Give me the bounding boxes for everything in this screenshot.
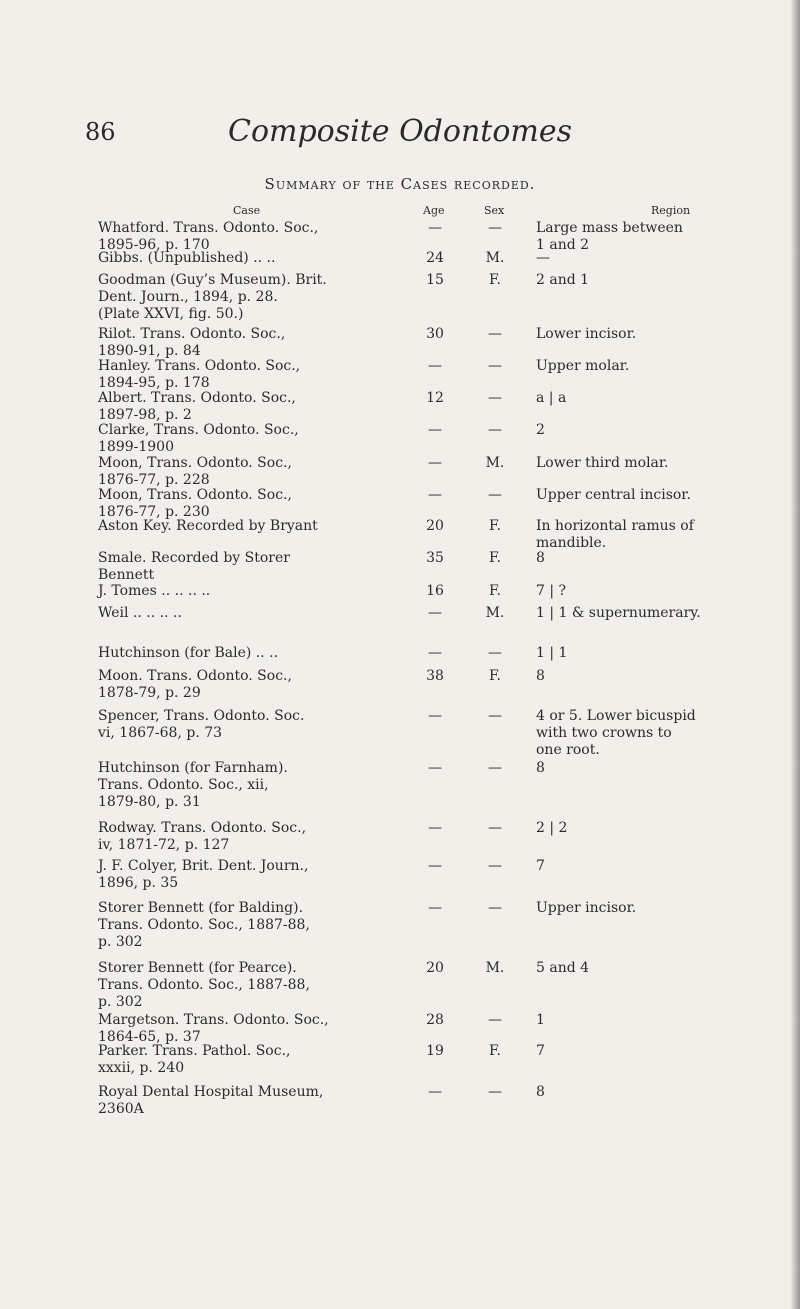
region-cell bbox=[536, 1012, 766, 1029]
region-cell bbox=[536, 820, 766, 837]
case-cell-line: 2360A bbox=[98, 1101, 144, 1117]
age-cell: — bbox=[428, 645, 442, 661]
case-cell-line: 1876-77, p. 230 bbox=[98, 504, 210, 520]
case-cell bbox=[98, 550, 408, 584]
case-cell-line: Clarke, Trans. Odonto. Soc., bbox=[98, 422, 299, 438]
sex-cell: — bbox=[488, 820, 502, 836]
case-cell-line: Storer Bennett (for Balding). bbox=[98, 900, 304, 916]
sex-cell: — bbox=[488, 390, 502, 406]
region-cell-line: one root. bbox=[536, 742, 600, 758]
age-cell: 12 bbox=[426, 390, 444, 406]
region-cell-line: 8 bbox=[536, 760, 545, 776]
age-cell: — bbox=[428, 858, 442, 874]
sex-cell: M. bbox=[485, 250, 505, 266]
region-cell bbox=[536, 708, 766, 759]
age-cell: 19 bbox=[426, 1043, 444, 1059]
sex-cell: — bbox=[488, 487, 502, 503]
region-cell bbox=[536, 326, 766, 343]
case-cell bbox=[98, 583, 408, 600]
sex-cell: F. bbox=[489, 272, 501, 288]
region-cell bbox=[536, 272, 766, 289]
case-cell-line: Smale. Recorded by Storer bbox=[98, 550, 290, 566]
case-cell bbox=[98, 487, 408, 521]
sex-cell: M. bbox=[485, 960, 505, 976]
region-cell-line: with two crowns to bbox=[536, 725, 672, 741]
age-cell: 35 bbox=[426, 550, 444, 566]
case-cell bbox=[98, 645, 408, 662]
region-cell-line: Upper incisor. bbox=[536, 900, 637, 916]
column-header-case: Case bbox=[233, 204, 261, 217]
case-cell bbox=[98, 1084, 408, 1118]
case-cell-line: iv, 1871-72, p. 127 bbox=[98, 837, 230, 853]
age-cell: — bbox=[428, 900, 442, 916]
sex-cell: F. bbox=[489, 550, 501, 566]
case-cell-line: Moon. Trans. Odonto. Soc., bbox=[98, 668, 292, 684]
column-header-age: Age bbox=[423, 204, 445, 217]
sex-cell: F. bbox=[489, 518, 501, 534]
sex-cell: — bbox=[488, 1012, 502, 1028]
region-cell-line: 8 bbox=[536, 550, 545, 566]
case-cell bbox=[98, 422, 408, 456]
age-cell: 28 bbox=[426, 1012, 444, 1028]
sex-cell: — bbox=[488, 326, 502, 342]
region-cell-line: 1 | 1 & supernumerary. bbox=[536, 605, 701, 621]
case-cell bbox=[98, 358, 408, 392]
age-cell: — bbox=[428, 487, 442, 503]
age-cell: — bbox=[428, 358, 442, 374]
case-cell-line: Whatford. Trans. Odonto. Soc., bbox=[98, 220, 319, 236]
region-cell-line: 2 | 2 bbox=[536, 820, 568, 836]
age-cell: 20 bbox=[426, 518, 444, 534]
case-cell-line: 1890-91, p. 84 bbox=[98, 343, 201, 359]
case-cell bbox=[98, 518, 408, 535]
region-cell bbox=[536, 250, 766, 267]
case-cell-line: vi, 1867-68, p. 73 bbox=[98, 725, 223, 741]
case-cell bbox=[98, 272, 408, 323]
region-cell-line: 7 bbox=[536, 1043, 545, 1059]
case-cell-line: p. 302 bbox=[98, 934, 143, 950]
case-cell-line: (Plate XXVI, fig. 50.) bbox=[98, 306, 244, 322]
sex-cell: M. bbox=[485, 605, 505, 621]
case-cell-line: Margetson. Trans. Odonto. Soc., bbox=[98, 1012, 329, 1028]
case-cell bbox=[98, 760, 408, 811]
region-cell-line: 2 bbox=[536, 422, 545, 438]
region-cell bbox=[536, 487, 766, 504]
sex-cell: — bbox=[488, 645, 502, 661]
column-header-sex: Sex bbox=[484, 204, 505, 217]
age-cell: — bbox=[428, 760, 442, 776]
sex-cell: — bbox=[488, 760, 502, 776]
case-cell-line: Hanley. Trans. Odonto. Soc., bbox=[98, 358, 301, 374]
age-cell: — bbox=[428, 820, 442, 836]
region-cell bbox=[536, 900, 766, 917]
region-cell-line: 7 | ? bbox=[536, 583, 567, 599]
case-cell bbox=[98, 1012, 408, 1046]
region-cell-line: 1 bbox=[536, 1012, 545, 1028]
region-cell-line: mandible. bbox=[536, 535, 607, 551]
sex-cell: — bbox=[488, 708, 502, 724]
region-cell bbox=[536, 518, 766, 552]
age-cell: 20 bbox=[426, 960, 444, 976]
region-cell-line: a | a bbox=[536, 390, 567, 406]
region-cell-line: — bbox=[536, 250, 550, 266]
region-cell bbox=[536, 858, 766, 875]
region-cell-line: 8 bbox=[536, 668, 545, 684]
case-cell bbox=[98, 858, 408, 892]
region-cell bbox=[536, 583, 766, 600]
region-cell-line: 8 bbox=[536, 1084, 545, 1100]
region-cell bbox=[536, 422, 766, 439]
region-cell-line: 4 or 5. Lower bicuspid bbox=[536, 708, 696, 724]
region-cell-line: In horizontal ramus of bbox=[536, 518, 694, 534]
case-cell bbox=[98, 668, 408, 702]
case-cell-line: Trans. Odonto. Soc., 1887-88, bbox=[98, 917, 310, 933]
region-cell bbox=[536, 220, 766, 254]
case-cell-line: p. 302 bbox=[98, 994, 143, 1010]
case-cell-line: Rodway. Trans. Odonto. Soc., bbox=[98, 820, 307, 836]
case-cell-line: Trans. Odonto. Soc., 1887-88, bbox=[98, 977, 310, 993]
page-number: 86 bbox=[85, 118, 116, 146]
age-cell: 30 bbox=[426, 326, 444, 342]
region-cell bbox=[536, 550, 766, 567]
region-cell-line: 5 and 4 bbox=[536, 960, 590, 976]
age-cell: — bbox=[428, 1084, 442, 1100]
age-cell: 15 bbox=[426, 272, 444, 288]
case-cell-line: Bennett bbox=[98, 567, 155, 583]
region-cell-line: Lower incisor. bbox=[536, 326, 637, 342]
page-edge-shadow bbox=[790, 0, 800, 1309]
sex-cell: F. bbox=[489, 668, 501, 684]
age-cell: — bbox=[428, 220, 442, 236]
region-cell-line: Large mass between bbox=[536, 220, 683, 236]
region-cell-line: 1 | 1 bbox=[536, 645, 568, 661]
case-cell bbox=[98, 326, 408, 360]
case-cell bbox=[98, 250, 408, 267]
sex-cell: — bbox=[488, 220, 502, 236]
region-cell-line: Upper molar. bbox=[536, 358, 630, 374]
case-cell-line: 1876-77, p. 228 bbox=[98, 472, 210, 488]
case-cell-line: Royal Dental Hospital Museum, bbox=[98, 1084, 324, 1100]
region-cell bbox=[536, 645, 766, 662]
case-cell-line: Albert. Trans. Odonto. Soc., bbox=[98, 390, 296, 406]
case-cell-line: 1897-98, p. 2 bbox=[98, 407, 192, 423]
age-cell: — bbox=[428, 605, 442, 621]
age-cell: 24 bbox=[426, 250, 444, 266]
case-cell-line: Moon, Trans. Odonto. Soc., bbox=[98, 455, 292, 471]
age-cell: 16 bbox=[426, 583, 444, 599]
case-cell-line: J. F. Colyer, Brit. Dent. Journ., bbox=[98, 858, 309, 874]
running-title: Composite Odontomes bbox=[228, 114, 572, 149]
case-cell bbox=[98, 900, 408, 951]
case-cell-line: Parker. Trans. Pathol. Soc., bbox=[98, 1043, 291, 1059]
case-cell-line: 1864-65, p. 37 bbox=[98, 1029, 201, 1045]
case-cell-line: Storer Bennett (for Pearce). bbox=[98, 960, 297, 976]
region-cell-line: 2 and 1 bbox=[536, 272, 590, 288]
age-cell: — bbox=[428, 455, 442, 471]
case-cell-line: Aston Key. Recorded by Bryant bbox=[98, 518, 318, 534]
case-cell-line: 1879-80, p. 31 bbox=[98, 794, 201, 810]
case-cell-line: Trans. Odonto. Soc., xii, bbox=[98, 777, 269, 793]
region-cell bbox=[536, 760, 766, 777]
sex-cell: — bbox=[488, 858, 502, 874]
case-cell bbox=[98, 708, 408, 742]
case-cell-line: Dent. Journ., 1894, p. 28. bbox=[98, 289, 278, 305]
sex-cell: — bbox=[488, 358, 502, 374]
case-cell-line: J. Tomes .. .. .. .. bbox=[98, 583, 211, 599]
case-cell-line: 1896, p. 35 bbox=[98, 875, 179, 891]
case-cell-line: Hutchinson (for Bale) .. .. bbox=[98, 645, 279, 661]
column-header-region: Region bbox=[651, 204, 691, 217]
case-cell-line: 1899-1900 bbox=[98, 439, 174, 455]
age-cell: 38 bbox=[426, 668, 444, 684]
case-cell bbox=[98, 455, 408, 489]
region-cell bbox=[536, 358, 766, 375]
sex-cell: F. bbox=[489, 1043, 501, 1059]
region-cell bbox=[536, 605, 766, 622]
case-cell bbox=[98, 605, 408, 622]
case-cell-line: 1894-95, p. 178 bbox=[98, 375, 210, 391]
region-cell bbox=[536, 1084, 766, 1101]
case-cell bbox=[98, 820, 408, 854]
sex-cell: — bbox=[488, 1084, 502, 1100]
region-cell bbox=[536, 960, 766, 977]
sex-cell: F. bbox=[489, 583, 501, 599]
region-cell bbox=[536, 455, 766, 472]
case-cell-line: 1878-79, p. 29 bbox=[98, 685, 201, 701]
case-cell-line: Moon, Trans. Odonto. Soc., bbox=[98, 487, 292, 503]
region-cell-line: Upper central incisor. bbox=[536, 487, 691, 503]
region-cell bbox=[536, 390, 766, 407]
case-cell-line: Goodman (Guy’s Museum). Brit. bbox=[98, 272, 327, 288]
case-cell-line: Rilot. Trans. Odonto. Soc., bbox=[98, 326, 286, 342]
case-cell-line: xxxii, p. 240 bbox=[98, 1060, 185, 1076]
case-cell-line: Gibbs. (Unpublished) .. .. bbox=[98, 250, 276, 266]
sex-cell: M. bbox=[485, 455, 505, 471]
case-cell bbox=[98, 390, 408, 424]
case-cell-line: Spencer, Trans. Odonto. Soc. bbox=[98, 708, 305, 724]
case-cell bbox=[98, 220, 408, 254]
sex-cell: — bbox=[488, 422, 502, 438]
sex-cell: — bbox=[488, 900, 502, 916]
age-cell: — bbox=[428, 422, 442, 438]
region-cell-line: 7 bbox=[536, 858, 545, 874]
region-cell-line: 1 and 2 bbox=[536, 237, 590, 253]
case-cell bbox=[98, 960, 408, 1011]
age-cell: — bbox=[428, 708, 442, 724]
case-cell-line: 1895-96, p. 170 bbox=[98, 237, 210, 253]
case-cell-line: Hutchinson (for Farnham). bbox=[98, 760, 288, 776]
table-title: Summary of the Cases recorded. bbox=[264, 175, 536, 193]
region-cell-line: Lower third molar. bbox=[536, 455, 669, 471]
case-cell bbox=[98, 1043, 408, 1077]
region-cell bbox=[536, 668, 766, 685]
case-cell-line: Weil .. .. .. .. bbox=[98, 605, 182, 621]
region-cell bbox=[536, 1043, 766, 1060]
